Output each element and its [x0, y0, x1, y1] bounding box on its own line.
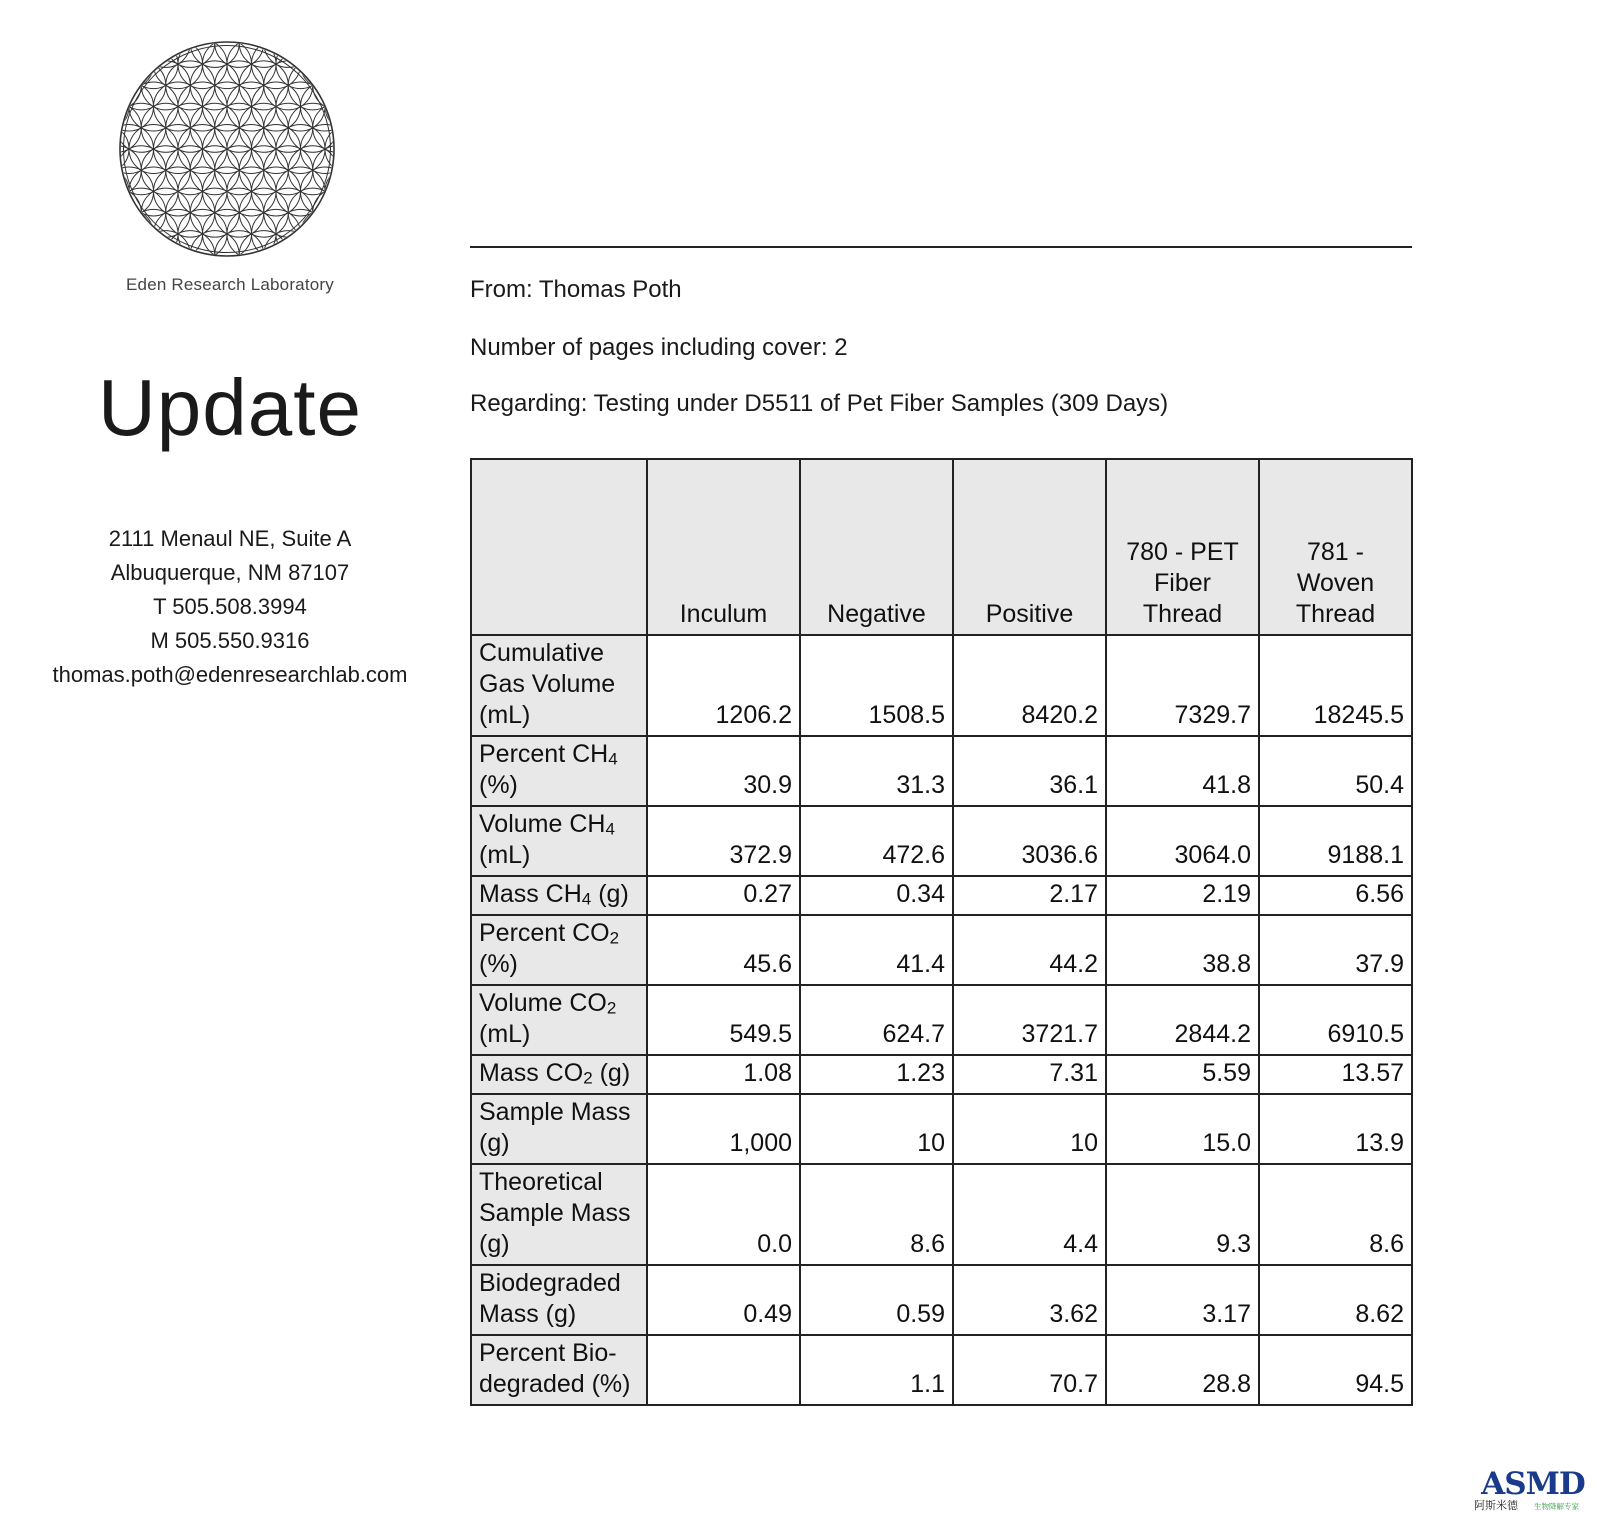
address-street: 2111 Menaul NE, Suite A: [108, 526, 352, 551]
row-label: Volume $CH_4$ (mL): [471, 806, 647, 876]
petal-circle: [313, 61, 336, 110]
svg-text:阿斯米德: 阿斯米德: [1474, 1499, 1518, 1512]
table-cell: 3.62: [953, 1265, 1106, 1335]
table-cell: 18245.5: [1259, 635, 1412, 736]
lab-name: Eden Research Laboratory: [126, 275, 334, 294]
table-cell: 2.19: [1106, 876, 1259, 915]
table-cell: 38.8: [1106, 915, 1259, 985]
table-cell: 9188.1: [1259, 806, 1412, 876]
petal-circle: [129, 40, 178, 89]
petal-circle: [276, 209, 325, 258]
table-cell: 8.6: [1259, 1164, 1412, 1265]
table-cell: 6.56: [1259, 876, 1412, 915]
from-line: From: Thomas Poth: [470, 276, 682, 303]
phone-number: T 505.508.3994: [153, 594, 307, 619]
row-label: Mass $CO_2$ (g): [471, 1055, 647, 1094]
svg-text:生物降解专家: 生物降解专家: [1534, 1502, 1579, 1511]
table-cell: 472.6: [800, 806, 953, 876]
petal-circle: [129, 209, 178, 258]
row-label: Biodegraded Mass (g): [471, 1265, 647, 1335]
table-cell: 44.2: [953, 915, 1106, 985]
table-cell: 0.49: [647, 1265, 800, 1335]
column-header: Positive: [953, 459, 1106, 635]
column-header: 781 - Woven Thread: [1259, 459, 1412, 635]
regarding-line: Regarding: Testing under D5511 of Pet Fiber Samples (309 Days): [470, 390, 1169, 417]
table-cell: 10: [800, 1094, 953, 1164]
petal-circle: [118, 61, 141, 110]
table-row: [471, 1164, 1412, 1265]
email-address: thomas.poth@edenresearchlab.com: [52, 662, 408, 687]
row-label: Percent $CO_2$ (%): [471, 915, 647, 985]
row-label: Sample Mass (g): [471, 1094, 647, 1164]
table-cell: 372.9: [647, 806, 800, 876]
table-cell: 41.8: [1106, 736, 1259, 806]
petal-circle: [276, 40, 325, 89]
row-label: Theoretical Sample Mass (g): [471, 1164, 647, 1265]
table-cell: 31.3: [800, 736, 953, 806]
table-row: [471, 736, 1412, 806]
table-cell: 3.17: [1106, 1265, 1259, 1335]
table-cell: 3036.6: [953, 806, 1106, 876]
table-cell: 37.9: [1259, 915, 1412, 985]
table-cell: 1.08: [647, 1055, 800, 1094]
table-cell: 1508.5: [800, 635, 953, 736]
petal-circle: [141, 231, 190, 258]
table-cell: 70.7: [953, 1335, 1106, 1405]
table-cell: 8.62: [1259, 1265, 1412, 1335]
table-cell: 624.7: [800, 985, 953, 1055]
table-cell: 1.23: [800, 1055, 953, 1094]
table-cell: 36.1: [953, 736, 1106, 806]
table-cell: 13.9: [1259, 1094, 1412, 1164]
table-cell: 1.1: [800, 1335, 953, 1405]
table-cell: 5.59: [1106, 1055, 1259, 1094]
table-cell: 2.17: [953, 876, 1106, 915]
page-title: Update: [98, 363, 362, 452]
table-cell: 0.34: [800, 876, 953, 915]
column-header: Inculum: [647, 459, 800, 635]
table-cell: 94.5: [1259, 1335, 1412, 1405]
petal-circle: [264, 40, 313, 67]
svg-text:ASMD: ASMD: [1481, 1466, 1585, 1502]
table-cell: 9.3: [1106, 1164, 1259, 1265]
table-cell: 10: [953, 1094, 1106, 1164]
table-row: [471, 985, 1412, 1055]
petal-circle: [118, 188, 141, 237]
table-cell: 549.5: [647, 985, 800, 1055]
mobile-number: M 505.550.9316: [150, 628, 310, 653]
table-cell: 3064.0: [1106, 806, 1259, 876]
table-cell: 8420.2: [953, 635, 1106, 736]
table-cell: 45.6: [647, 915, 800, 985]
table-cell: 3721.7: [953, 985, 1106, 1055]
table-cell: 7.31: [953, 1055, 1106, 1094]
table-cell: 41.4: [800, 915, 953, 985]
table-cell: 28.8: [1106, 1335, 1259, 1405]
table-cell: 0.27: [647, 876, 800, 915]
table-cell: 4.4: [953, 1164, 1106, 1265]
row-label: Percent $CH_4$ (%): [471, 736, 647, 806]
table-row: [471, 806, 1412, 876]
flower-of-life-logo: [118, 40, 336, 258]
row-label: Percent Bio-degraded (%): [471, 1335, 647, 1405]
table-cell: 13.57: [1259, 1055, 1412, 1094]
header-divider: [470, 246, 1412, 248]
table-row: [471, 915, 1412, 985]
table-cell: 1,000: [647, 1094, 800, 1164]
table-cell: 6910.5: [1259, 985, 1412, 1055]
table-header-row: [471, 459, 1412, 635]
table-row: [471, 1055, 1412, 1094]
row-label: Cumulative Gas Volume (mL): [471, 635, 647, 736]
table-cell: 7329.7: [1106, 635, 1259, 736]
column-header: Negative: [800, 459, 953, 635]
table-cell: 50.4: [1259, 736, 1412, 806]
table-cell: [647, 1335, 800, 1405]
table-cell: 8.6: [800, 1164, 953, 1265]
asmd-watermark-logo: [1472, 1464, 1594, 1512]
table-cell: 15.0: [1106, 1094, 1259, 1164]
table-row: [471, 1094, 1412, 1164]
table-row: [471, 635, 1412, 736]
table-row: [471, 1335, 1412, 1405]
header-corner: [471, 459, 647, 635]
petal-circle: [264, 231, 313, 258]
petal-circle: [141, 40, 190, 67]
row-label: Volume $CO_2$ (mL): [471, 985, 647, 1055]
column-header: 780 - PET Fiber Thread: [1106, 459, 1259, 635]
table-cell: 0.0: [647, 1164, 800, 1265]
row-label: Mass $CH_4$ (g): [471, 876, 647, 915]
contact-block: [20, 522, 440, 692]
table-cell: 30.9: [647, 736, 800, 806]
page-count-line: Number of pages including cover: 2: [470, 334, 848, 361]
table-cell: 1206.2: [647, 635, 800, 736]
results-table: [470, 458, 1413, 1406]
petal-circle: [313, 188, 336, 237]
table-row: [471, 1265, 1412, 1335]
table-cell: 2844.2: [1106, 985, 1259, 1055]
table-cell: 0.59: [800, 1265, 953, 1335]
table-row: [471, 876, 1412, 915]
address-city: Albuquerque, NM 87107: [110, 560, 350, 585]
